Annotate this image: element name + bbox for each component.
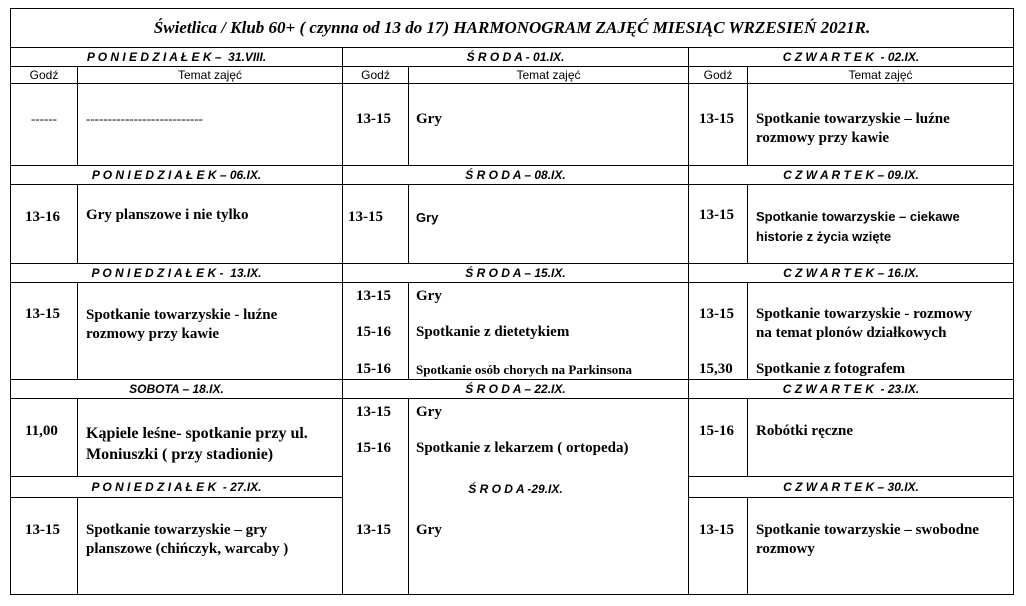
rule — [747, 497, 748, 594]
entry-topic-line: historie z życia wzięte — [756, 229, 892, 244]
entry-time: 13-15 — [356, 111, 391, 127]
entry-topic: Spotkanie z fotografem — [756, 361, 906, 377]
entry-topic-line: Spotkanie towarzyskie – gry — [86, 522, 268, 538]
rule — [747, 282, 748, 379]
entry-topic: Gry — [416, 111, 442, 127]
entry-time: 13-15 — [348, 209, 383, 225]
entry-time: 15,30 — [699, 361, 733, 377]
rule — [11, 83, 1013, 84]
entry-topic-line: Moniuszki ( przy stadionie) — [86, 446, 274, 463]
entry-topic: Gry — [416, 522, 442, 538]
entry-topic: Gry — [416, 404, 442, 420]
day-header: P O N I E D Z I A Ł E K - 13.IX. — [91, 265, 262, 280]
day-header: Ś R O D A -29.IX. — [468, 481, 563, 496]
rule — [408, 184, 409, 263]
day-header: Ś R O D A – 15.IX. — [465, 265, 566, 280]
entry-time: 11,00 — [25, 423, 58, 439]
entry-topic: Gry — [416, 288, 442, 304]
rule — [688, 497, 1013, 498]
rule — [77, 497, 78, 594]
entry-time: ------ — [31, 111, 57, 126]
entry-time: 15-16 — [356, 440, 391, 456]
rule — [688, 47, 689, 594]
entry-time: 15-16 — [699, 423, 734, 439]
entry-topic: Robótki ręczne — [756, 423, 854, 439]
day-header: C Z W A R T E K - 02.IX. — [782, 49, 920, 64]
entry-time: 13-15 — [699, 306, 734, 322]
day-header: C Z W A R T E K – 30.IX. — [783, 480, 919, 494]
entry-time: 13-15 — [699, 111, 734, 127]
entry-time: 15-16 — [356, 361, 391, 377]
day-header: P O N I E D Z I A Ł E K - 27.IX. — [91, 480, 262, 494]
entry-topic: --------------------------- — [86, 111, 203, 126]
rule — [747, 184, 748, 263]
entry-time: 13-15 — [356, 288, 391, 304]
day-header: Ś R O D A – 22.IX. — [465, 381, 566, 396]
day-header: C Z W A R T E K – 16.IX. — [783, 265, 919, 280]
rule — [11, 497, 342, 498]
day-header: P O N I E D Z I A Ł E K – 31.VIII. — [86, 49, 267, 64]
entry-time: 13-15 — [356, 404, 391, 420]
entry-time: 13-15 — [699, 207, 734, 223]
day-header: Ś R O D A - 01.IX. — [466, 49, 565, 64]
rule — [77, 398, 78, 476]
entry-topic-line: rozmowy — [756, 541, 815, 557]
rule — [11, 184, 1013, 185]
entry-time: 15-16 — [356, 324, 391, 340]
day-header: C Z W A R T E K – 09.IX. — [783, 167, 919, 182]
entry-time: 13-16 — [25, 209, 60, 225]
topic-column-header: Temat zajęć — [516, 67, 581, 82]
day-header: Ś R O D A – 08.IX. — [465, 167, 566, 182]
rule — [408, 282, 409, 379]
entry-time: 13-15 — [25, 522, 60, 538]
entry-topic-line: rozmowy przy kawie — [86, 326, 220, 342]
entry-topic-line: na temat plonów działkowych — [756, 325, 947, 341]
entry-topic-line: Spotkanie towarzyskie – ciekawe — [756, 209, 960, 224]
page-title: Świetlica / Klub 60+ ( czynna od 13 do 17) HARMONOGRAM ZAJĘĆ MIESIĄC WRZESIEŃ 2021R. — [153, 18, 871, 37]
rule — [342, 47, 343, 594]
schedule-table — [10, 8, 1014, 595]
entry-topic: Spotkanie z lekarzem ( ortopeda) — [416, 440, 629, 456]
rule — [77, 282, 78, 379]
day-header: P O N I E D Z I A Ł E K – 06.IX. — [91, 167, 262, 182]
entry-topic-line: Spotkanie towarzyskie - luźne — [86, 307, 278, 323]
rule — [11, 398, 1013, 399]
day-header: C Z W A R T E K - 23.IX. — [782, 381, 920, 396]
entry-topic-line: Spotkanie towarzyskie - rozmowy — [756, 306, 972, 322]
time-column-header: Godź — [361, 67, 390, 82]
time-column-header: Godź — [703, 67, 733, 82]
rule — [77, 184, 78, 263]
entry-time: 13-15 — [25, 306, 60, 322]
entry-topic: Spotkanie z dietetykiem — [416, 324, 570, 340]
entry-topic-line: planszowe (chińczyk, warcaby ) — [86, 541, 289, 557]
time-column-header: Godź — [29, 67, 59, 82]
topic-column-header: Temat zajęć — [177, 67, 243, 82]
entry-topic-line: rozmowy przy kawie — [756, 130, 890, 146]
entry-topic: Spotkanie osób chorych na Parkinsona — [416, 362, 632, 377]
entry-topic-line: Spotkanie towarzyskie – swobodne — [756, 522, 979, 538]
entry-topic: Gry planszowe i nie tylko — [86, 207, 249, 223]
rule — [11, 282, 1013, 283]
entry-topic-line: Spotkanie towarzyskie – luźne — [756, 111, 950, 127]
entry-topic-line: Kąpiele leśne- spotkanie przy ul. — [86, 425, 308, 442]
topic-column-header: Temat zajęć — [848, 67, 913, 82]
day-header: SOBOTA – 18.IX. — [129, 381, 224, 396]
rule — [747, 398, 748, 476]
entry-time: 13-15 — [699, 522, 734, 538]
entry-topic: Gry — [416, 210, 439, 225]
entry-time: 13-15 — [356, 522, 391, 538]
